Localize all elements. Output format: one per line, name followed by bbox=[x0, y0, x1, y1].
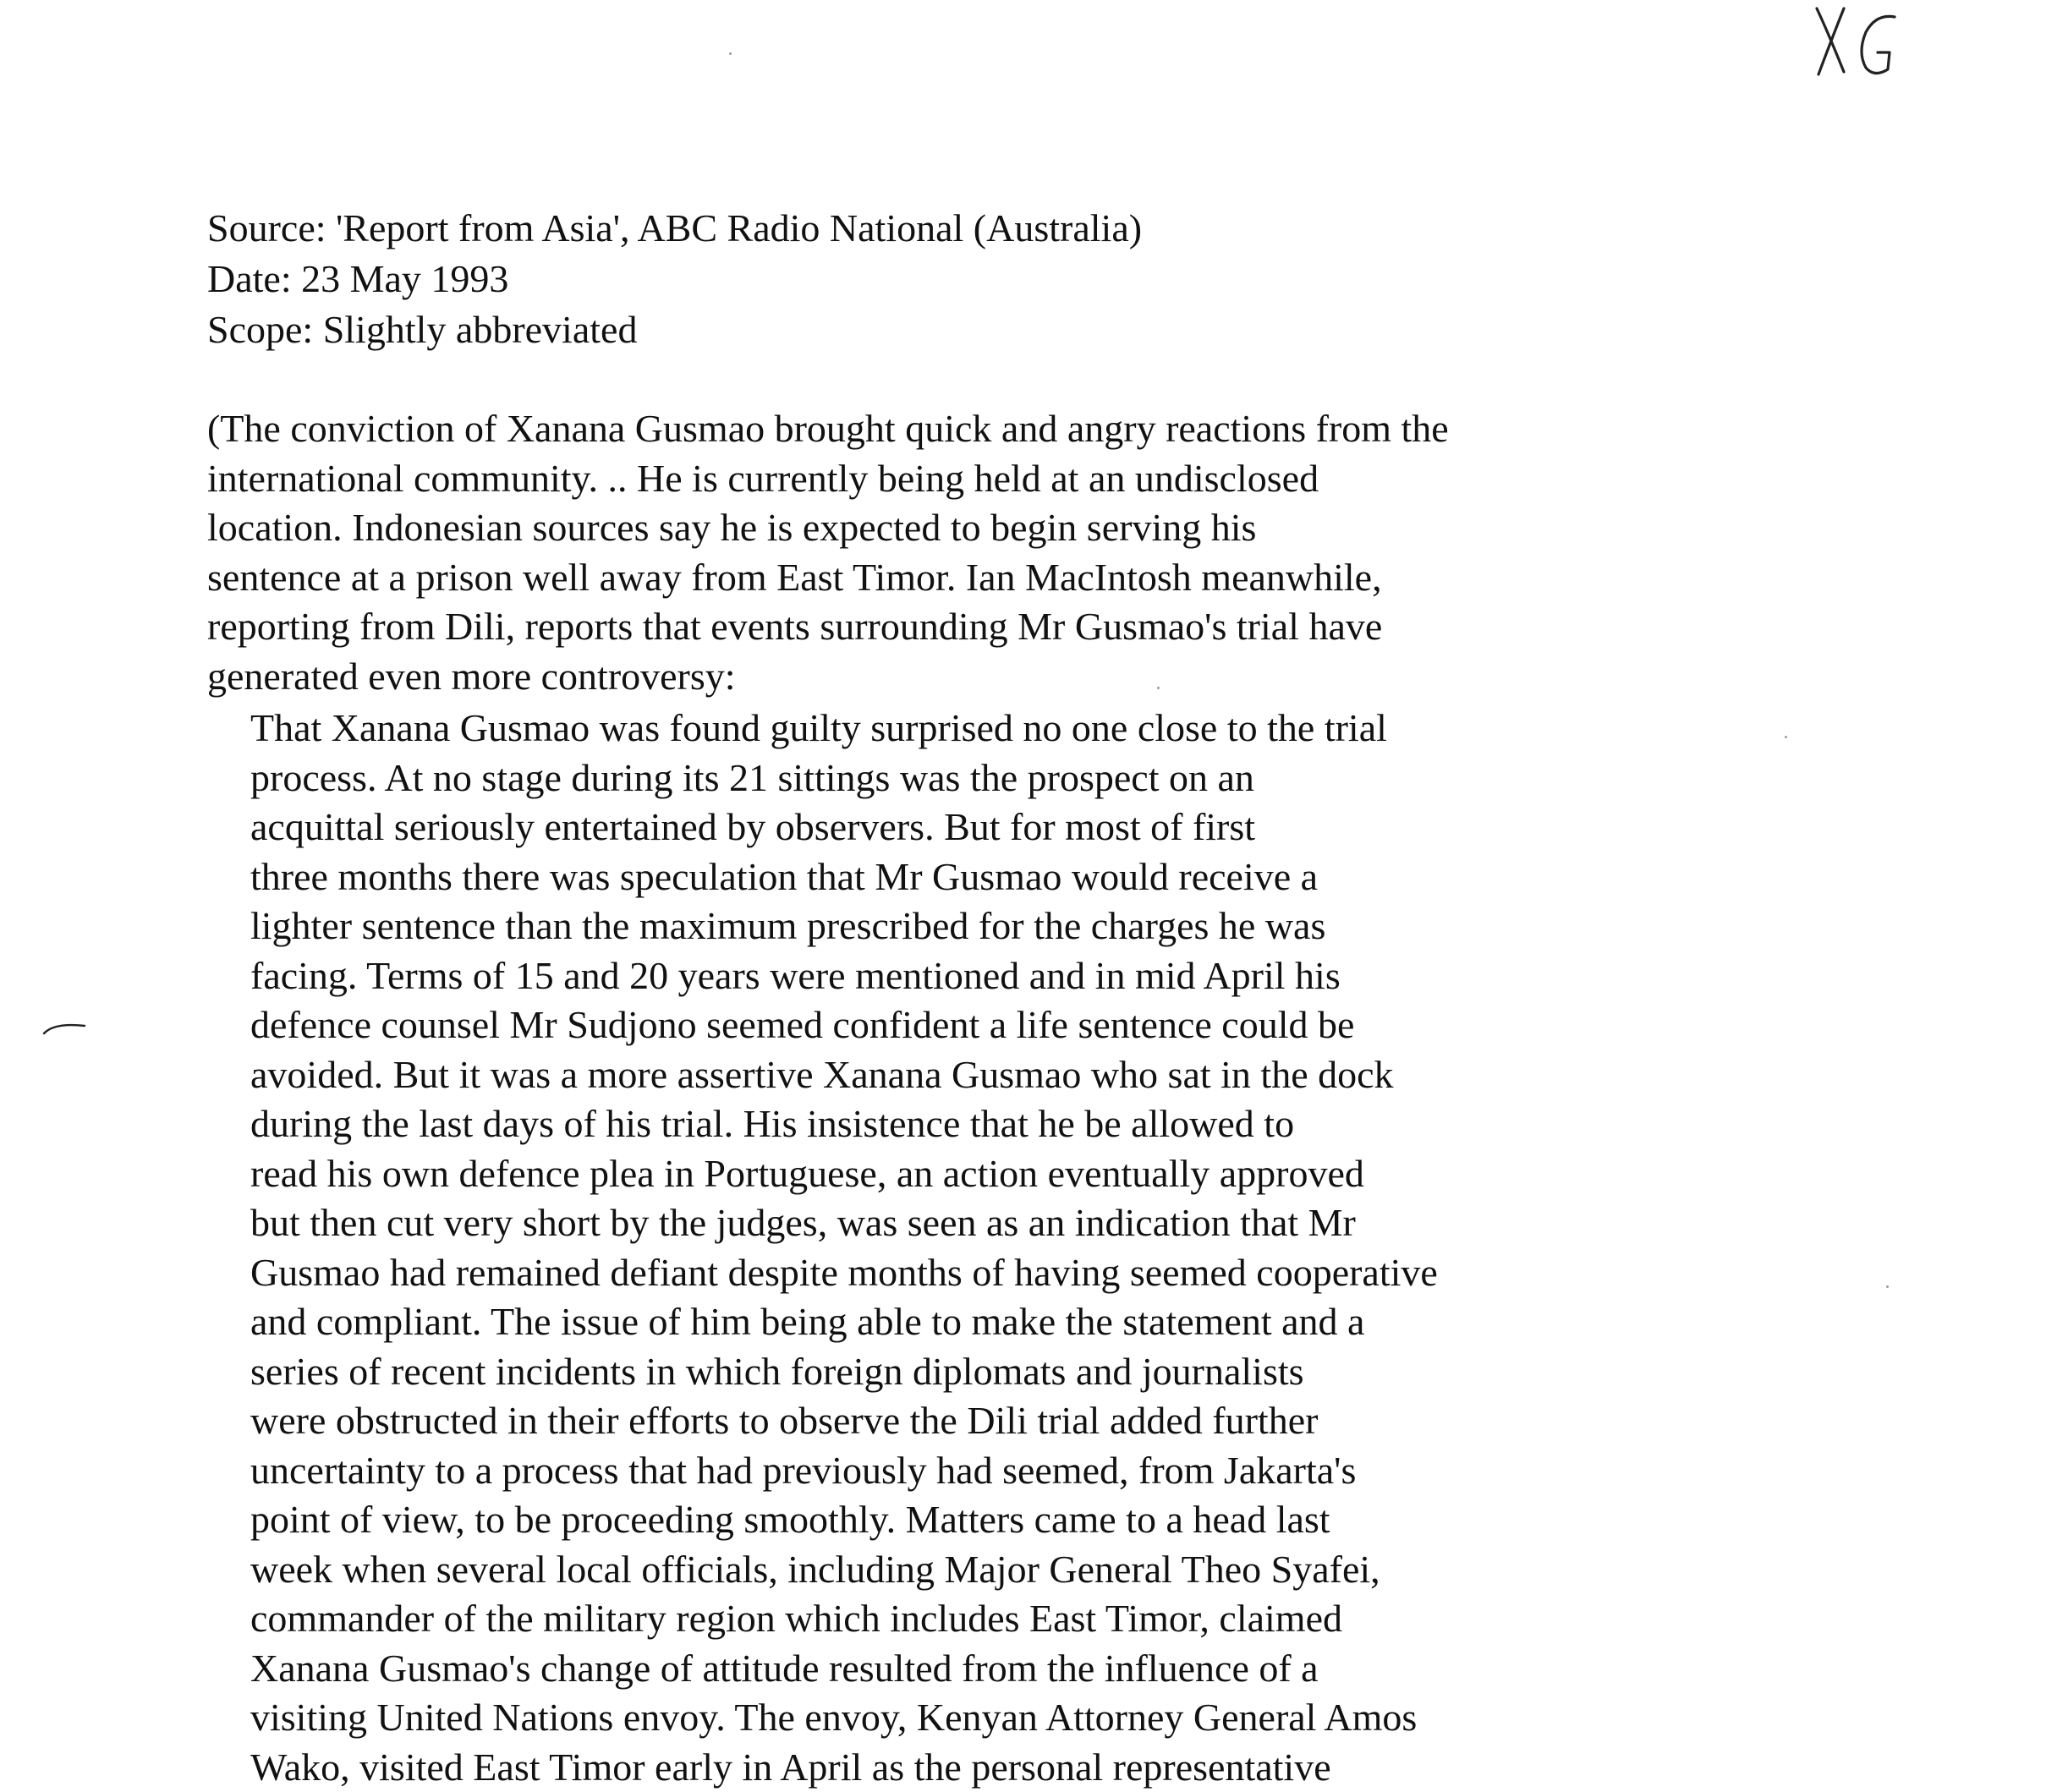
text-line: sentence at a prison well away from East Timor. Ian MacIntosh meanwhile, bbox=[207, 553, 1882, 603]
text-line: read his own defence plea in Portuguese, an action eventually approved bbox=[250, 1149, 1891, 1199]
text-line: Xanana Gusmao's change of attitude resulted from the influence of a bbox=[250, 1644, 1891, 1694]
text-line: three months there was speculation that Mr Gusmao would receive a bbox=[250, 852, 1891, 902]
intro-paragraph bbox=[207, 404, 1882, 701]
source-line: Source: 'Report from Asia', ABC Radio National (Australia) bbox=[207, 203, 1730, 254]
document-header bbox=[207, 203, 1730, 355]
text-line: process. At no stage during its 21 sittings was the prospect on an bbox=[250, 754, 1891, 803]
text-line: commander of the military region which includes East Timor, claimed bbox=[250, 1594, 1891, 1644]
text-line: acquittal seriously entertained by observers. But for most of first bbox=[250, 803, 1891, 852]
text-line: visiting United Nations envoy. The envoy, Kenyan Attorney General Amos bbox=[250, 1693, 1891, 1743]
scope-line: Scope: Slightly abbreviated bbox=[207, 304, 1730, 355]
text-line: but then cut very short by the judges, was seen as an indication that Mr bbox=[250, 1198, 1891, 1248]
scan-speck bbox=[729, 52, 732, 55]
text-line: point of view, to be proceeding smoothly. Matters came to a head last bbox=[250, 1495, 1891, 1545]
text-line: reporting from Dili, reports that events surrounding Mr Gusmao's trial have bbox=[207, 602, 1882, 652]
text-line: were obstructed in their efforts to observe the Dili trial added further bbox=[250, 1396, 1891, 1446]
text-line: during the last days of his trial. His insistence that he be allowed to bbox=[250, 1099, 1891, 1149]
text-line: international community. .. He is currently being held at an undisclosed bbox=[207, 454, 1882, 504]
text-line: Gusmao had remained defiant despite months of having seemed cooperative bbox=[250, 1248, 1891, 1298]
text-line: facing. Terms of 15 and 20 years were mentioned and in mid April his bbox=[250, 951, 1891, 1001]
text-line: avoided. But it was a more assertive Xanana Gusmao who sat in the dock bbox=[250, 1050, 1891, 1100]
text-line: generated even more controversy: bbox=[207, 652, 1882, 702]
text-line: location. Indonesian sources say he is expected to begin serving his bbox=[207, 503, 1882, 553]
report-body bbox=[250, 704, 1891, 1792]
text-line: week when several local officials, including Major General Theo Syafei, bbox=[250, 1545, 1891, 1595]
text-line: defence counsel Mr Sudjono seemed confident a life sentence could be bbox=[250, 1000, 1891, 1050]
text-line: uncertainty to a process that had previously had seemed, from Jakarta's bbox=[250, 1446, 1891, 1496]
text-line: Wako, visited East Timor early in April as the personal representative bbox=[250, 1743, 1891, 1792]
text-line: series of recent incidents in which foreign diplomats and journalists bbox=[250, 1347, 1891, 1397]
text-line: and compliant. The issue of him being able to make the statement and a bbox=[250, 1297, 1891, 1347]
margin-mark bbox=[42, 1019, 86, 1036]
handwritten-initials bbox=[1810, 0, 1912, 85]
text-line: (The conviction of Xanana Gusmao brought quick and angry reactions from the bbox=[207, 404, 1882, 454]
text-line: lighter sentence than the maximum prescribed for the charges he was bbox=[250, 901, 1891, 951]
text-line: That Xanana Gusmao was found guilty surprised no one close to the trial bbox=[250, 704, 1891, 754]
date-line: Date: 23 May 1993 bbox=[207, 254, 1730, 304]
